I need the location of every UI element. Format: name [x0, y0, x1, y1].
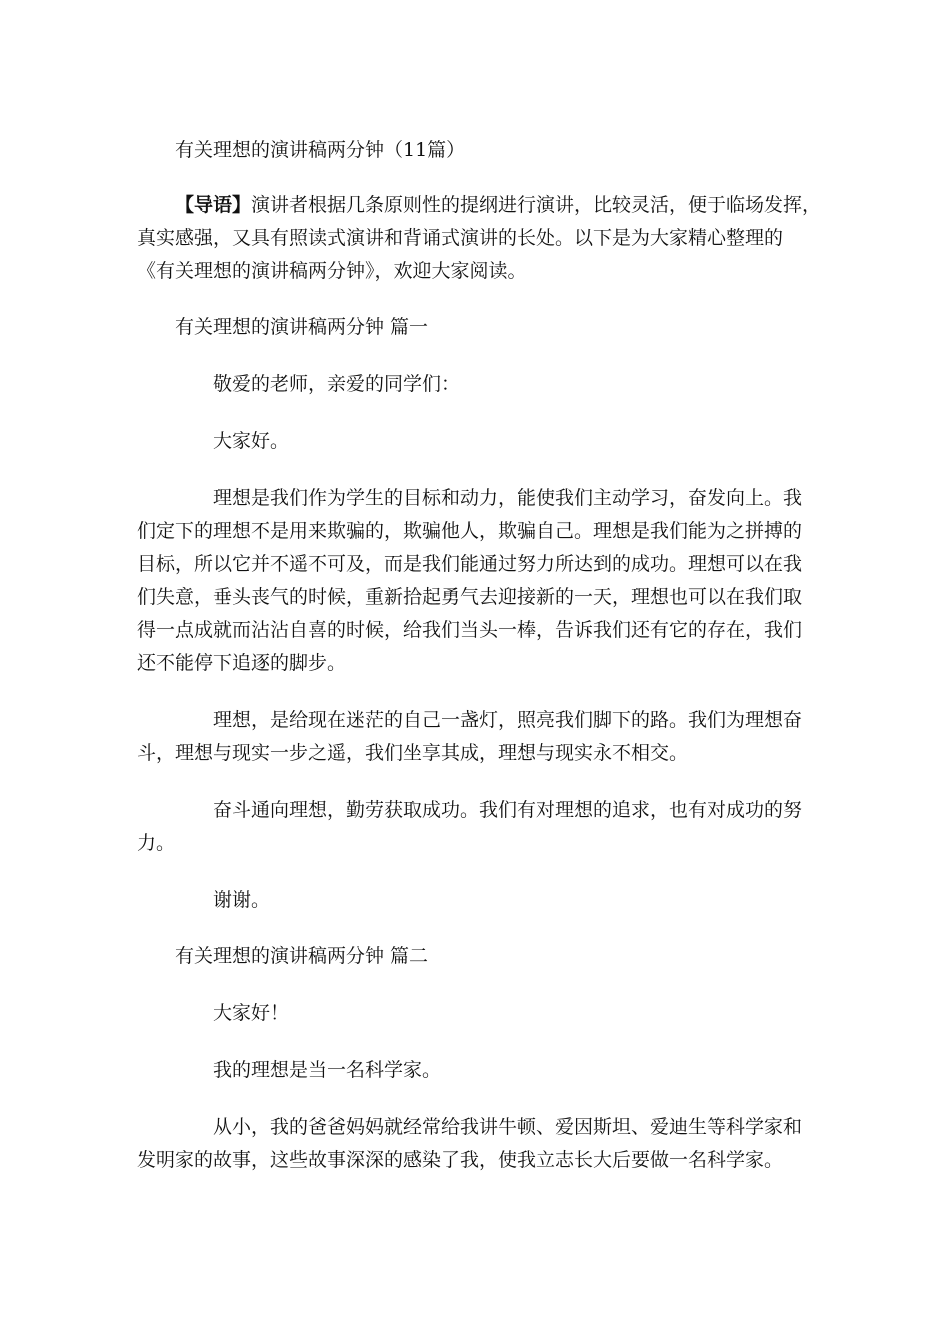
paragraph-line: 发明家的故事，这些故事深深的感染了我，使我立志长大后要做一名科学家。 [137, 1149, 784, 1171]
intro-line-3: 《有关理想的演讲稿两分钟》，欢迎大家阅读。 [137, 260, 527, 282]
paragraph-line: 们失意，垂头丧气的时候，重新拾起勇气去迎接新的一天，理想也可以在我们取 [137, 586, 803, 608]
intro-text-1: 演讲者根据几条原则性的提纲进行演讲，比较灵活，便于临场发挥， [251, 194, 822, 216]
section2-greeting: 大家好！ [213, 1002, 290, 1024]
section1-closing: 谢谢。 [213, 889, 271, 911]
paragraph-line: 理想是我们作为学生的目标和动力，能使我们主动学习，奋发向上。我 [213, 487, 803, 509]
document-title: 有关理想的演讲稿两分钟（11篇） [175, 139, 466, 161]
paragraph-line: 目标，所以它并不遥不可及，而是我们能通过努力所达到的成功。理想可以在我 [137, 553, 803, 575]
section1-paragraph-1 [137, 482, 817, 680]
paragraph-line: 奋斗通向理想，勤劳获取成功。我们有对理想的追求，也有对成功的努 [213, 799, 803, 821]
intro-line-2: 真实感强，又具有照读式演讲和背诵式演讲的长处。以下是为大家精心整理的 [137, 227, 784, 249]
section1-salutation: 敬爱的老师，亲爱的同学们： [213, 373, 461, 395]
intro-label: 【导语】 [175, 194, 252, 216]
section1-paragraph-3 [137, 794, 817, 860]
section1-paragraph-2 [137, 704, 817, 770]
paragraph-line: 从小，我的爸爸妈妈就经常给我讲牛顿、爱因斯坦、爱迪生等科学家和 [213, 1116, 803, 1138]
section1-greeting: 大家好。 [213, 430, 290, 452]
paragraph-line: 还不能停下追逐的脚步。 [137, 652, 347, 674]
section2-paragraph-1: 我的理想是当一名科学家。 [213, 1059, 442, 1081]
intro-line-1 [137, 189, 822, 222]
paragraph-line: 得一点成就而沾沾自喜的时候，给我们当头一棒，告诉我们还有它的存在，我们 [137, 619, 803, 641]
paragraph-line: 们定下的理想不是用来欺骗的，欺骗他人，欺骗自己。理想是我们能为之拼搏的 [137, 520, 803, 542]
section1-heading: 有关理想的演讲稿两分钟 篇一 [175, 316, 429, 338]
paragraph-line: 力。 [137, 832, 176, 854]
section2-paragraph-2 [137, 1111, 817, 1177]
section2-heading: 有关理想的演讲稿两分钟 篇二 [175, 945, 429, 967]
document-page [137, 134, 822, 1177]
paragraph-line: 理想，是给现在迷茫的自己一盏灯，照亮我们脚下的路。我们为理想奋 [213, 709, 803, 731]
paragraph-line: 斗，理想与现实一步之遥，我们坐享其成，理想与现实永不相交。 [137, 742, 689, 764]
intro-paragraph [137, 189, 822, 288]
